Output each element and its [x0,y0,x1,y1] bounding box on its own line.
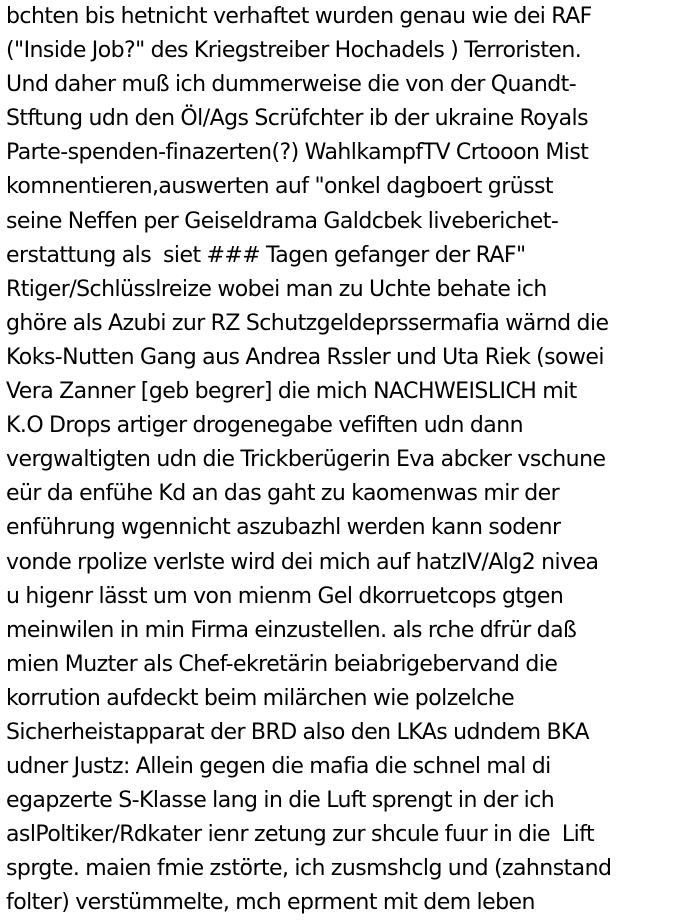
text-line: ghöre als Azubi zur RZ Schutzgeldeprssermafia wärnd die [6,310,609,336]
text-line: Sicherheistapparat der BRD also den LKAs udndem BKA [6,719,590,745]
text-line: egapzerte S-Klasse lang in die Luft sprengt in der ich [6,788,555,814]
text-line: Parte-spenden-finazerten(?) WahlkampfTV Crtooon Mist [6,140,589,166]
text-line: Stftung udn den Öl/Ags Scrüfchter ib der ukraine Royals [6,106,589,132]
text-line: vonde rpolize verlste wird dei mich auf hatzIV/Alg2 nivea [6,549,599,575]
text-line: erstattung als siet ### Tagen gefanger der RAF" [6,242,526,268]
text-line: folter) verstümmelte, mch eprment mit dem leben [6,890,535,916]
text-line: bchten bis hetnicht verhaftet wurden genau wie dei RAF [6,4,592,29]
text-line: Rtiger/Schlüsslreize wobei man zu Uchte behate ich [6,276,547,302]
text-line: aslPoltiker/Rdkater ienr zetung zur shcule fuur in die Lift [6,822,595,848]
text-line: vergwaltigten udn die Trickberügerin Eva abcker vschune [6,447,606,473]
text-line: u higenr lässt um von mienm Gel dkorruetcops gtgen [6,583,564,609]
text-line: Und daher muß ich dummerweise die von der Quandt- [6,72,577,98]
text-line: korrution aufdeckt beim milärchen wie polzelche [6,685,515,711]
text-line: sprgte. maien fmie zstörte, ich zusmshclg und (zahnstand [6,856,612,882]
text-line: udner Justz: Allein gegen die mafia die schnel mal di [6,754,551,780]
text-line: K.O Drops artiger drogenegabe vefiften udn dann [6,413,524,439]
text-line: seine Neffen per Geiseldrama Galdcbek liveberichet- [6,208,559,234]
text-line: eür da enfühe Kd an das gaht zu kaomenwas mir der [6,481,560,507]
text-line: komnentieren,auswerten auf "onkel dagboert grüsst [6,174,554,200]
text-line: Koks-Nutten Gang aus Andrea Rssler und Uta Riek (sowei [6,344,604,370]
text-line: ("Inside Job?" des Kriegstreiber Hochadels ) Terroristen. [6,38,582,64]
text-line: enführung wgennicht aszubazhl werden kann sodenr [6,515,561,541]
text-line: Vera Zanner [geb begrer] die mich NACHWEISLICH mit [6,379,577,405]
text-line: mien Muzter als Chef-ekretärin beiabrigebervand die [6,651,558,677]
text-line: meinwilen in min Firma einzustellen. als rche dfrür daß [6,617,577,643]
